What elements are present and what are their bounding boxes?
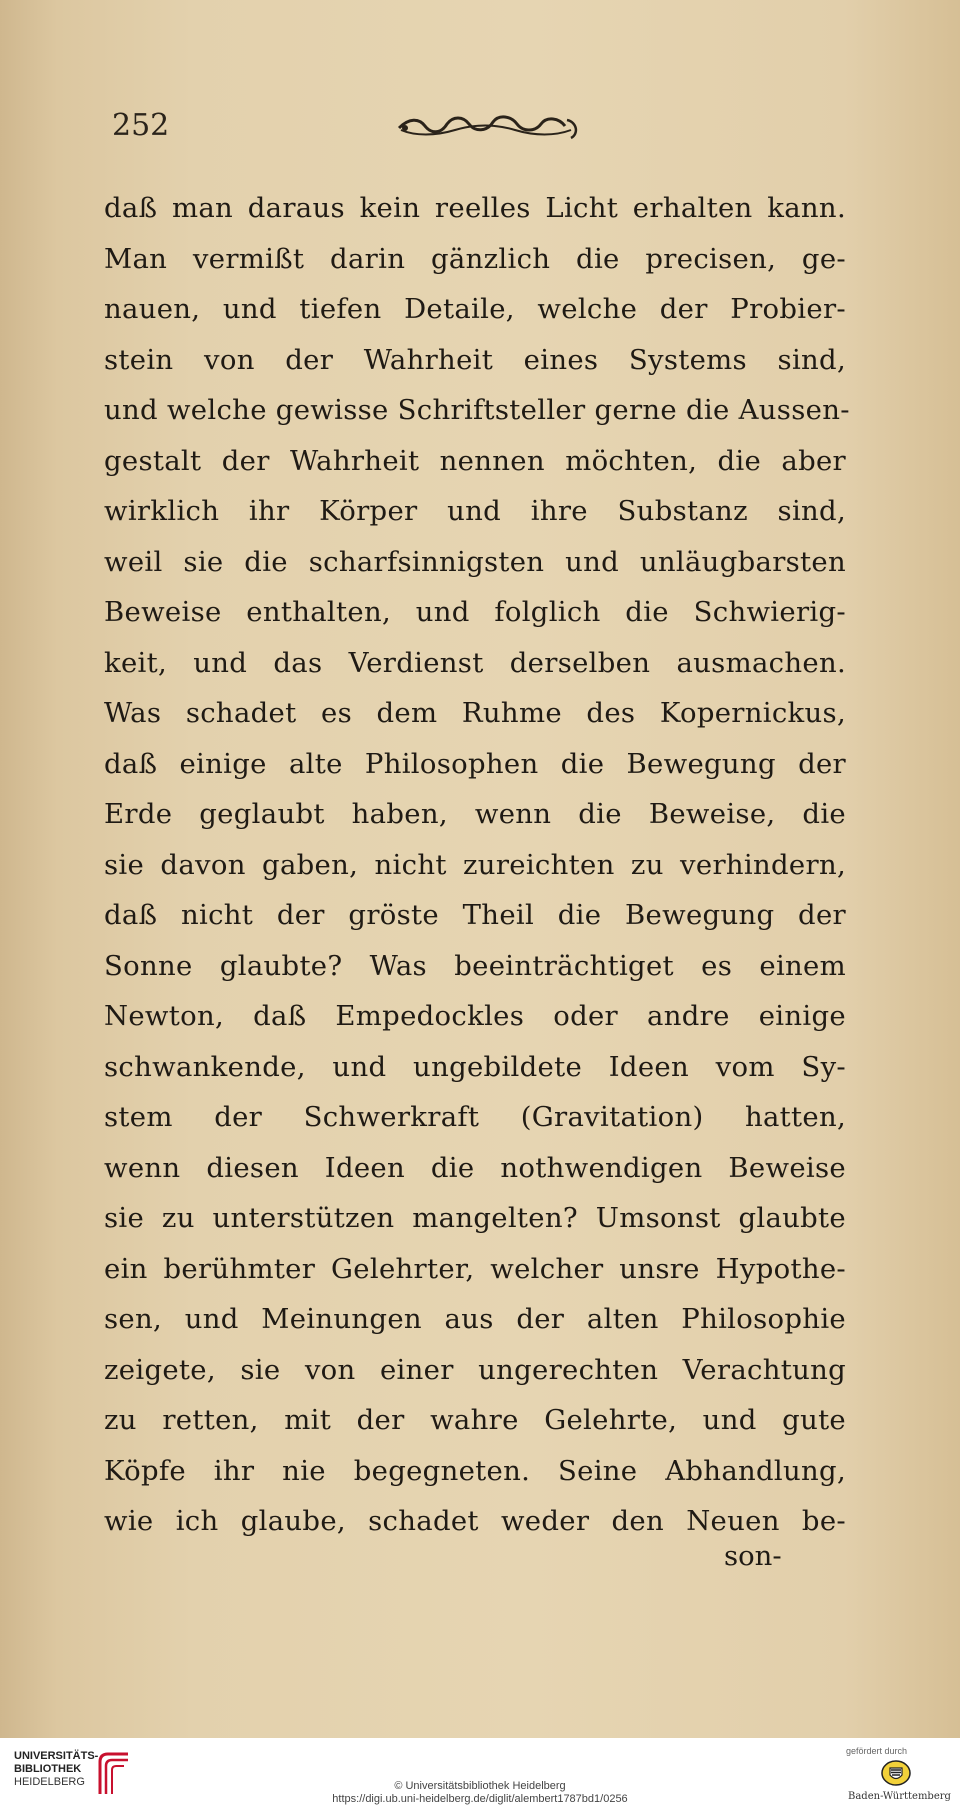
text-line: stem der Schwerkraft (Gravitation) hatten,	[104, 1101, 846, 1133]
text-line: daß nicht der gröste Theil die Bewegung der	[104, 899, 846, 931]
text-line: Beweise enthalten, und folglich die Schwierig-	[104, 596, 846, 628]
text-line: sie davon gaben, nicht zureichten zu verhindern,	[104, 848, 846, 881]
text-line: Was schadet es dem Ruhme des Kopernickus,	[104, 697, 846, 729]
text-line: Sonne glaubte? Was beeinträchtiget es einem	[104, 949, 846, 982]
text-line: stein von der Wahrheit eines Systems sind,	[104, 343, 846, 376]
text-line: zeigete, sie von einer ungerechten Verachtung	[104, 1353, 846, 1386]
text-line: Köpfe ihr nie begegneten. Seine Abhandlung,	[104, 1454, 846, 1487]
state-crest-icon	[876, 1758, 916, 1788]
text-line: weil sie die scharfsinnigsten und unläugbarsten	[104, 545, 846, 578]
text-line: sie zu unterstützen mangelten? Umsonst glaubte	[104, 1202, 846, 1234]
ornament-icon	[395, 112, 585, 144]
text-line: keit, und das Verdienst derselben ausmachen.	[104, 646, 846, 679]
library-name-line: BIBLIOTHEK	[14, 1763, 82, 1775]
text-line: und welche gewisse Schriftsteller gerne die Aussen-	[104, 394, 850, 426]
text-line: Newton, daß Empedockles oder andre einige	[104, 1000, 846, 1032]
text-line: daß einige alte Philosophen die Bewegung der	[104, 747, 846, 780]
text-line: Erde geglaubt haben, wenn die Beweise, die	[104, 798, 846, 830]
library-name-line: UNIVERSITÄTS-	[14, 1750, 99, 1762]
library-city-line: HEIDELBERG	[14, 1776, 85, 1788]
page-number: 252	[112, 108, 170, 143]
text-line: daß man daraus kein reelles Licht erhalten kann.	[104, 192, 846, 224]
copyright-text: © Universitätsbibliothek Heidelberg	[394, 1780, 566, 1792]
text-line: wenn diesen Ideen die nothwendigen Beweise	[104, 1151, 846, 1184]
footer-bar	[0, 1738, 960, 1807]
funded-by-label: gefördert durch	[846, 1746, 908, 1756]
text-line: Man vermißt darin gänzlich die precisen, ge-	[104, 242, 846, 275]
text-line: wie ich glaube, schadet weder den Neuen be-	[104, 1505, 846, 1537]
catchword: son-	[724, 1540, 782, 1572]
text-line: wirklich ihr Körper und ihre Substanz sind,	[104, 495, 846, 527]
text-line: ein berühmter Gelehrter, welcher unsre Hypothe-	[104, 1252, 846, 1285]
text-line: sen, und Meinungen aus der alten Philosophie	[104, 1303, 846, 1335]
state-name: Baden-Württemberg	[848, 1791, 951, 1802]
text-line: schwankende, und ungebildete Ideen vom Sy-	[104, 1050, 846, 1083]
permalink-url[interactable]: https://digi.ub.uni-heidelberg.de/diglit/alembert1787bd1/0256	[332, 1793, 628, 1805]
text-line: nauen, und tiefen Detaile, welche der Probier-	[104, 293, 846, 325]
text-line: zu retten, mit der wahre Gelehrte, und gute	[104, 1404, 846, 1436]
body-text	[104, 183, 850, 1547]
text-line: gestalt der Wahrheit nennen möchten, die aber	[104, 444, 846, 477]
